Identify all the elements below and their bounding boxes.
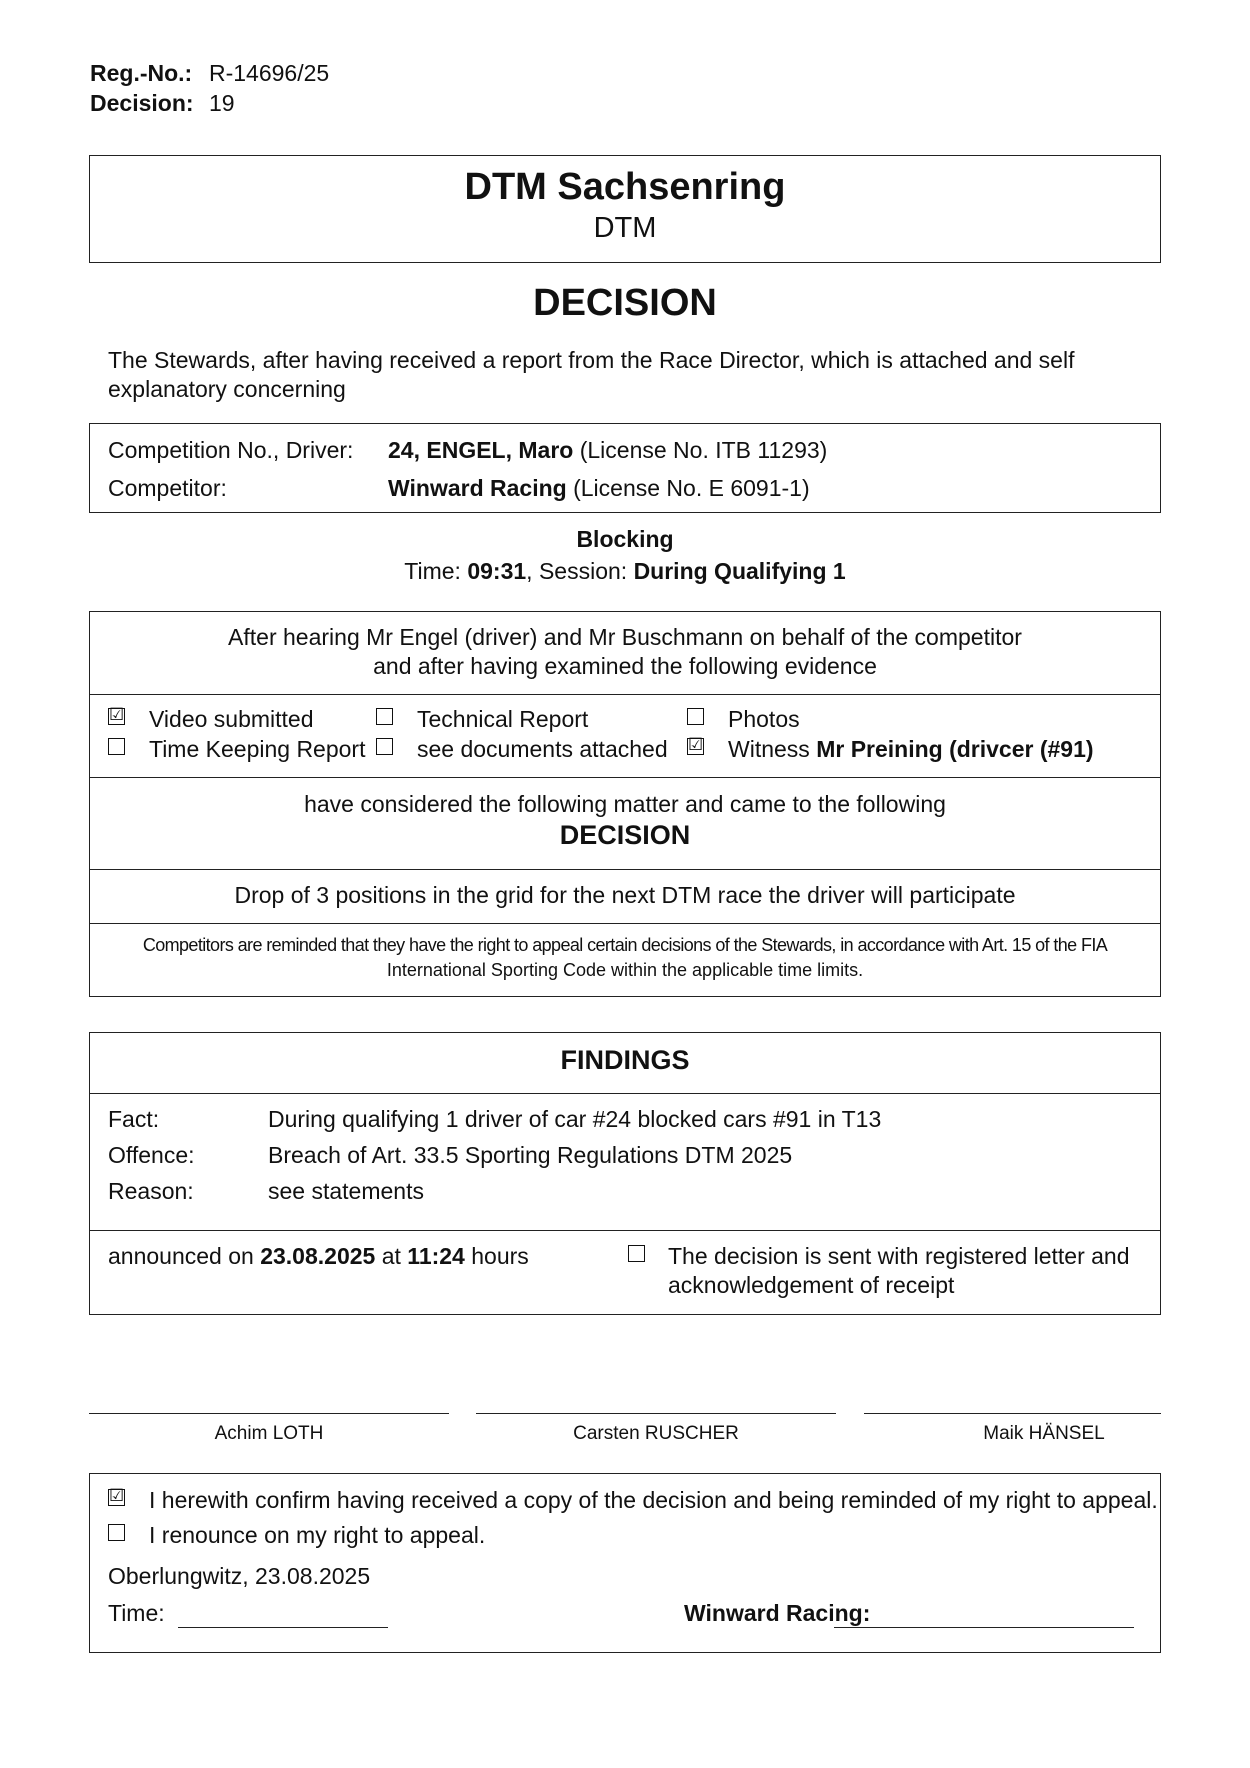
receipt-time-label: Time: — [108, 1600, 165, 1626]
session-value: During Qualifying 1 — [633, 558, 846, 584]
witness-label: Witness — [728, 736, 810, 762]
see-documents-checkbox[interactable] — [376, 738, 393, 755]
driver-name: 24, ENGEL, Maro — [388, 437, 574, 463]
registered-line-1: The decision is sent with registered letter and — [668, 1243, 1130, 1269]
see-documents-label: see documents attached — [417, 736, 668, 762]
registered-letter-checkbox[interactable] — [628, 1245, 645, 1262]
time-keeping-report-checkbox[interactable] — [108, 738, 125, 755]
photos-label: Photos — [728, 706, 800, 732]
driver-label: Competition No., Driver: — [108, 437, 354, 463]
renounce-appeal-checkbox[interactable] — [108, 1524, 125, 1541]
fact-label: Fact: — [108, 1106, 160, 1132]
incident-title: Blocking — [576, 526, 674, 552]
hearing-line-1: After hearing Mr Engel (driver) and Mr Buschmann on behalf of the competitor — [228, 624, 1022, 650]
time-value: 09:31 — [467, 558, 527, 584]
announcement-text — [108, 1243, 529, 1270]
signature-line-3 — [864, 1413, 1161, 1414]
appeal-note-line-2: International Sporting Code within the applicable time limits. — [386, 960, 864, 980]
driver-license: (License No. ITB 11293) — [579, 437, 828, 463]
witness-checkbox[interactable]: ☑ — [688, 735, 704, 755]
place-date: Oberlungwitz, 23.08.2025 — [108, 1563, 371, 1589]
offence-label: Offence: — [108, 1142, 195, 1168]
incident-time-session — [89, 558, 1161, 585]
decision-no-value: 19 — [209, 90, 235, 116]
photos-checkbox[interactable] — [687, 708, 704, 725]
competitor-label: Competitor: — [108, 475, 227, 501]
reg-no-label-text: Reg.-No.: — [90, 60, 193, 86]
announced-at: at — [381, 1243, 401, 1269]
intro-line-2: explanatory concerning — [108, 376, 346, 402]
reason-value: see statements — [268, 1178, 424, 1204]
divider-announcement — [89, 1230, 1161, 1231]
penalty-text: Drop of 3 positions in the grid for the next DTM race the driver will participate — [234, 882, 1016, 908]
competitor-license: (License No. E 6091-1) — [573, 475, 810, 501]
announced-suffix: hours — [471, 1243, 529, 1269]
technical-report-checkbox[interactable] — [376, 708, 393, 725]
session-label: , Session: — [526, 558, 628, 584]
witness-entry — [728, 736, 1094, 763]
event-title: DTM Sachsenring — [464, 166, 786, 208]
steward-name-1: Achim LOTH — [214, 1423, 324, 1444]
decision-heading: DECISION — [533, 282, 717, 324]
offence-value: Breach of Art. 33.5 Sporting Regulations DTM 2025 — [268, 1142, 793, 1168]
intro-line-1: The Stewards, after having received a report from the Race Director, which is attached and self — [108, 347, 1075, 373]
confirm-receipt-text: I herewith confirm having received a copy of the decision and being reminded of my right to appeal. — [149, 1487, 1158, 1513]
competitor-signature-line[interactable] — [834, 1627, 1134, 1628]
renounce-appeal-text: I renounce on my right to appeal. — [149, 1522, 486, 1548]
event-series: DTM — [593, 212, 657, 244]
divider-penalty-bottom — [89, 923, 1161, 924]
divider-penalty-top — [89, 869, 1161, 870]
confirm-receipt-checkbox[interactable]: ☑ — [109, 1486, 125, 1506]
fact-value: During qualifying 1 driver of car #24 blocked cars #91 in T13 — [268, 1106, 882, 1132]
announced-date: 23.08.2025 — [260, 1243, 376, 1269]
considered-heading: DECISION — [559, 820, 691, 850]
registered-line-2: acknowledgement of receipt — [668, 1272, 955, 1298]
reg-no-value: R-14696/25 — [209, 60, 330, 86]
announced-prefix: announced on — [108, 1243, 254, 1269]
witness-name: Mr Preining (drivcer (#91) — [816, 736, 1094, 762]
technical-report-label: Technical Report — [417, 706, 589, 732]
competitor-entry — [388, 475, 810, 502]
receipt-time-line[interactable] — [178, 1627, 388, 1628]
time-label: Time: — [404, 558, 461, 584]
steward-name-3: Maik HÄNSEL — [983, 1423, 1105, 1444]
considered-line: have considered the following matter and came to the following — [304, 791, 946, 817]
findings-heading: FINDINGS — [560, 1045, 690, 1075]
hearing-line-2: and after having examined the following evidence — [373, 653, 877, 679]
divider-evidence-top — [89, 694, 1161, 695]
reason-label: Reason: — [108, 1178, 194, 1204]
video-submitted-label: Video submitted — [149, 706, 314, 732]
time-keeping-report-label: Time Keeping Report — [149, 736, 366, 762]
signature-line-2 — [476, 1413, 836, 1414]
steward-name-2: Carsten RUSCHER — [573, 1423, 739, 1444]
signature-line-1 — [89, 1413, 449, 1414]
competitor-name: Winward Racing — [388, 475, 567, 501]
announced-time: 11:24 — [407, 1243, 465, 1269]
video-submitted-checkbox[interactable]: ☑ — [109, 705, 125, 725]
decision-no-label: Decision: — [90, 90, 194, 116]
appeal-note-line-1: Competitors are reminded that they have the right to appeal certain decisions of the Stewards, in accordance with Art. 15 of the FIA — [142, 935, 1108, 955]
divider-evidence-bottom — [89, 777, 1161, 778]
competitor-signature-label: Winward Racing: — [684, 1600, 871, 1626]
divider-findings-heading — [89, 1093, 1161, 1094]
driver-entry — [388, 437, 827, 464]
